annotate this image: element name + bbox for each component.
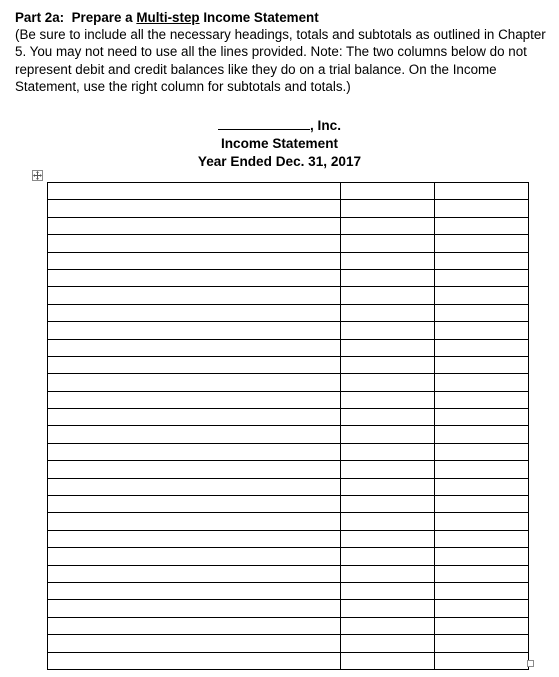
total-cell[interactable] bbox=[435, 409, 529, 426]
statement-period: Year Ended Dec. 31, 2017 bbox=[197, 154, 362, 169]
total-cell[interactable] bbox=[435, 304, 529, 321]
description-cell[interactable] bbox=[48, 339, 341, 356]
total-cell[interactable] bbox=[435, 235, 529, 252]
table-row bbox=[48, 287, 529, 304]
part-label: Part 2a: bbox=[15, 10, 65, 25]
description-cell[interactable] bbox=[48, 391, 341, 408]
table-row bbox=[48, 235, 529, 252]
total-cell[interactable] bbox=[435, 391, 529, 408]
table-move-icon[interactable] bbox=[32, 170, 43, 181]
description-cell[interactable] bbox=[48, 183, 341, 200]
table-row bbox=[48, 339, 529, 356]
total-cell[interactable] bbox=[435, 183, 529, 200]
description-cell[interactable] bbox=[48, 374, 341, 391]
company-suffix: , Inc. bbox=[310, 118, 341, 133]
total-cell[interactable] bbox=[435, 287, 529, 304]
total-cell[interactable] bbox=[435, 582, 529, 599]
description-cell[interactable] bbox=[48, 269, 341, 286]
description-cell[interactable] bbox=[48, 548, 341, 565]
total-cell[interactable] bbox=[435, 269, 529, 286]
amount-cell[interactable] bbox=[341, 600, 435, 617]
amount-cell[interactable] bbox=[341, 183, 435, 200]
description-cell[interactable] bbox=[48, 356, 341, 373]
total-cell[interactable] bbox=[435, 530, 529, 547]
amount-cell[interactable] bbox=[341, 304, 435, 321]
table-row bbox=[48, 374, 529, 391]
total-cell[interactable] bbox=[435, 426, 529, 443]
amount-cell[interactable] bbox=[341, 269, 435, 286]
table-row bbox=[48, 356, 529, 373]
amount-cell[interactable] bbox=[341, 565, 435, 582]
table-row bbox=[48, 478, 529, 495]
description-cell[interactable] bbox=[48, 617, 341, 634]
table-row bbox=[48, 322, 529, 339]
amount-cell[interactable] bbox=[341, 513, 435, 530]
table-row bbox=[48, 548, 529, 565]
table-row bbox=[48, 200, 529, 217]
table-row bbox=[48, 304, 529, 321]
amount-cell[interactable] bbox=[341, 582, 435, 599]
company-name-line bbox=[0, 117, 559, 135]
total-cell[interactable] bbox=[435, 356, 529, 373]
amount-cell[interactable] bbox=[341, 339, 435, 356]
amount-cell[interactable] bbox=[341, 530, 435, 547]
part-title bbox=[15, 9, 549, 26]
total-cell[interactable] bbox=[435, 443, 529, 460]
amount-cell[interactable] bbox=[341, 409, 435, 426]
table-row bbox=[48, 409, 529, 426]
description-cell[interactable] bbox=[48, 322, 341, 339]
table-resize-icon[interactable] bbox=[527, 660, 534, 667]
amount-cell[interactable] bbox=[341, 443, 435, 460]
description-cell[interactable] bbox=[48, 565, 341, 582]
total-cell[interactable] bbox=[435, 565, 529, 582]
amount-cell[interactable] bbox=[341, 652, 435, 669]
total-cell[interactable] bbox=[435, 600, 529, 617]
amount-cell[interactable] bbox=[341, 356, 435, 373]
amount-cell[interactable] bbox=[341, 496, 435, 513]
description-cell[interactable] bbox=[48, 582, 341, 599]
description-cell[interactable] bbox=[48, 513, 341, 530]
total-cell[interactable] bbox=[435, 635, 529, 652]
amount-cell[interactable] bbox=[341, 548, 435, 565]
instructions bbox=[15, 9, 549, 95]
amount-cell[interactable] bbox=[341, 200, 435, 217]
amount-cell[interactable] bbox=[341, 478, 435, 495]
description-cell[interactable] bbox=[48, 461, 341, 478]
table-row bbox=[48, 443, 529, 460]
description-cell[interactable] bbox=[48, 496, 341, 513]
total-cell[interactable] bbox=[435, 548, 529, 565]
amount-cell[interactable] bbox=[341, 426, 435, 443]
total-cell[interactable] bbox=[435, 617, 529, 634]
amount-cell[interactable] bbox=[341, 322, 435, 339]
total-cell[interactable] bbox=[435, 374, 529, 391]
amount-cell[interactable] bbox=[341, 287, 435, 304]
amount-cell[interactable] bbox=[341, 217, 435, 234]
table-row bbox=[48, 582, 529, 599]
total-cell[interactable] bbox=[435, 478, 529, 495]
total-cell[interactable] bbox=[435, 200, 529, 217]
table-row bbox=[48, 496, 529, 513]
title-suffix: Income Statement bbox=[203, 10, 319, 25]
company-name-blank[interactable] bbox=[218, 118, 310, 130]
description-cell[interactable] bbox=[48, 478, 341, 495]
total-cell[interactable] bbox=[435, 496, 529, 513]
table-row bbox=[48, 600, 529, 617]
table-row bbox=[48, 391, 529, 408]
description-cell[interactable] bbox=[48, 235, 341, 252]
table-body bbox=[48, 183, 529, 670]
description-cell[interactable] bbox=[48, 304, 341, 321]
table-row bbox=[48, 635, 529, 652]
description-cell[interactable] bbox=[48, 200, 341, 217]
amount-cell[interactable] bbox=[341, 635, 435, 652]
table-row bbox=[48, 530, 529, 547]
total-cell[interactable] bbox=[435, 217, 529, 234]
table-row bbox=[48, 183, 529, 200]
description-cell[interactable] bbox=[48, 652, 341, 669]
table-row bbox=[48, 426, 529, 443]
statement-name: Income Statement bbox=[220, 136, 339, 151]
amount-cell[interactable] bbox=[341, 235, 435, 252]
description-cell[interactable] bbox=[48, 287, 341, 304]
amount-cell[interactable] bbox=[341, 374, 435, 391]
description-cell[interactable] bbox=[48, 530, 341, 547]
table-row bbox=[48, 217, 529, 234]
description-cell[interactable] bbox=[48, 600, 341, 617]
income-statement-table bbox=[47, 182, 529, 670]
total-cell[interactable] bbox=[435, 322, 529, 339]
table-row bbox=[48, 617, 529, 634]
description-cell[interactable] bbox=[48, 252, 341, 269]
total-cell[interactable] bbox=[435, 252, 529, 269]
title-underlined: Multi-step bbox=[136, 10, 200, 25]
table-row bbox=[48, 565, 529, 582]
amount-cell[interactable] bbox=[341, 461, 435, 478]
total-cell[interactable] bbox=[435, 339, 529, 356]
title-prefix: Prepare a bbox=[71, 10, 133, 25]
description-cell[interactable] bbox=[48, 217, 341, 234]
instructions-body: (Be sure to include all the necessary headings, totals and subtotals as outlined in Chapter 5. You may not need to use all the lines provided. Note: The two columns below do not represent debit and credit balances like they do on a trial balance. On the Income Statement, use the right column for subtotals and totals.) bbox=[15, 27, 546, 94]
description-cell[interactable] bbox=[48, 635, 341, 652]
description-cell[interactable] bbox=[48, 426, 341, 443]
table-row bbox=[48, 252, 529, 269]
description-cell[interactable] bbox=[48, 443, 341, 460]
total-cell[interactable] bbox=[435, 461, 529, 478]
total-cell[interactable] bbox=[435, 513, 529, 530]
total-cell[interactable] bbox=[435, 652, 529, 669]
table-row bbox=[48, 513, 529, 530]
amount-cell[interactable] bbox=[341, 252, 435, 269]
table-row bbox=[48, 269, 529, 286]
amount-cell[interactable] bbox=[341, 391, 435, 408]
table-row bbox=[48, 652, 529, 669]
table-row bbox=[48, 461, 529, 478]
statement-heading bbox=[0, 117, 559, 171]
amount-cell[interactable] bbox=[341, 617, 435, 634]
description-cell[interactable] bbox=[48, 409, 341, 426]
